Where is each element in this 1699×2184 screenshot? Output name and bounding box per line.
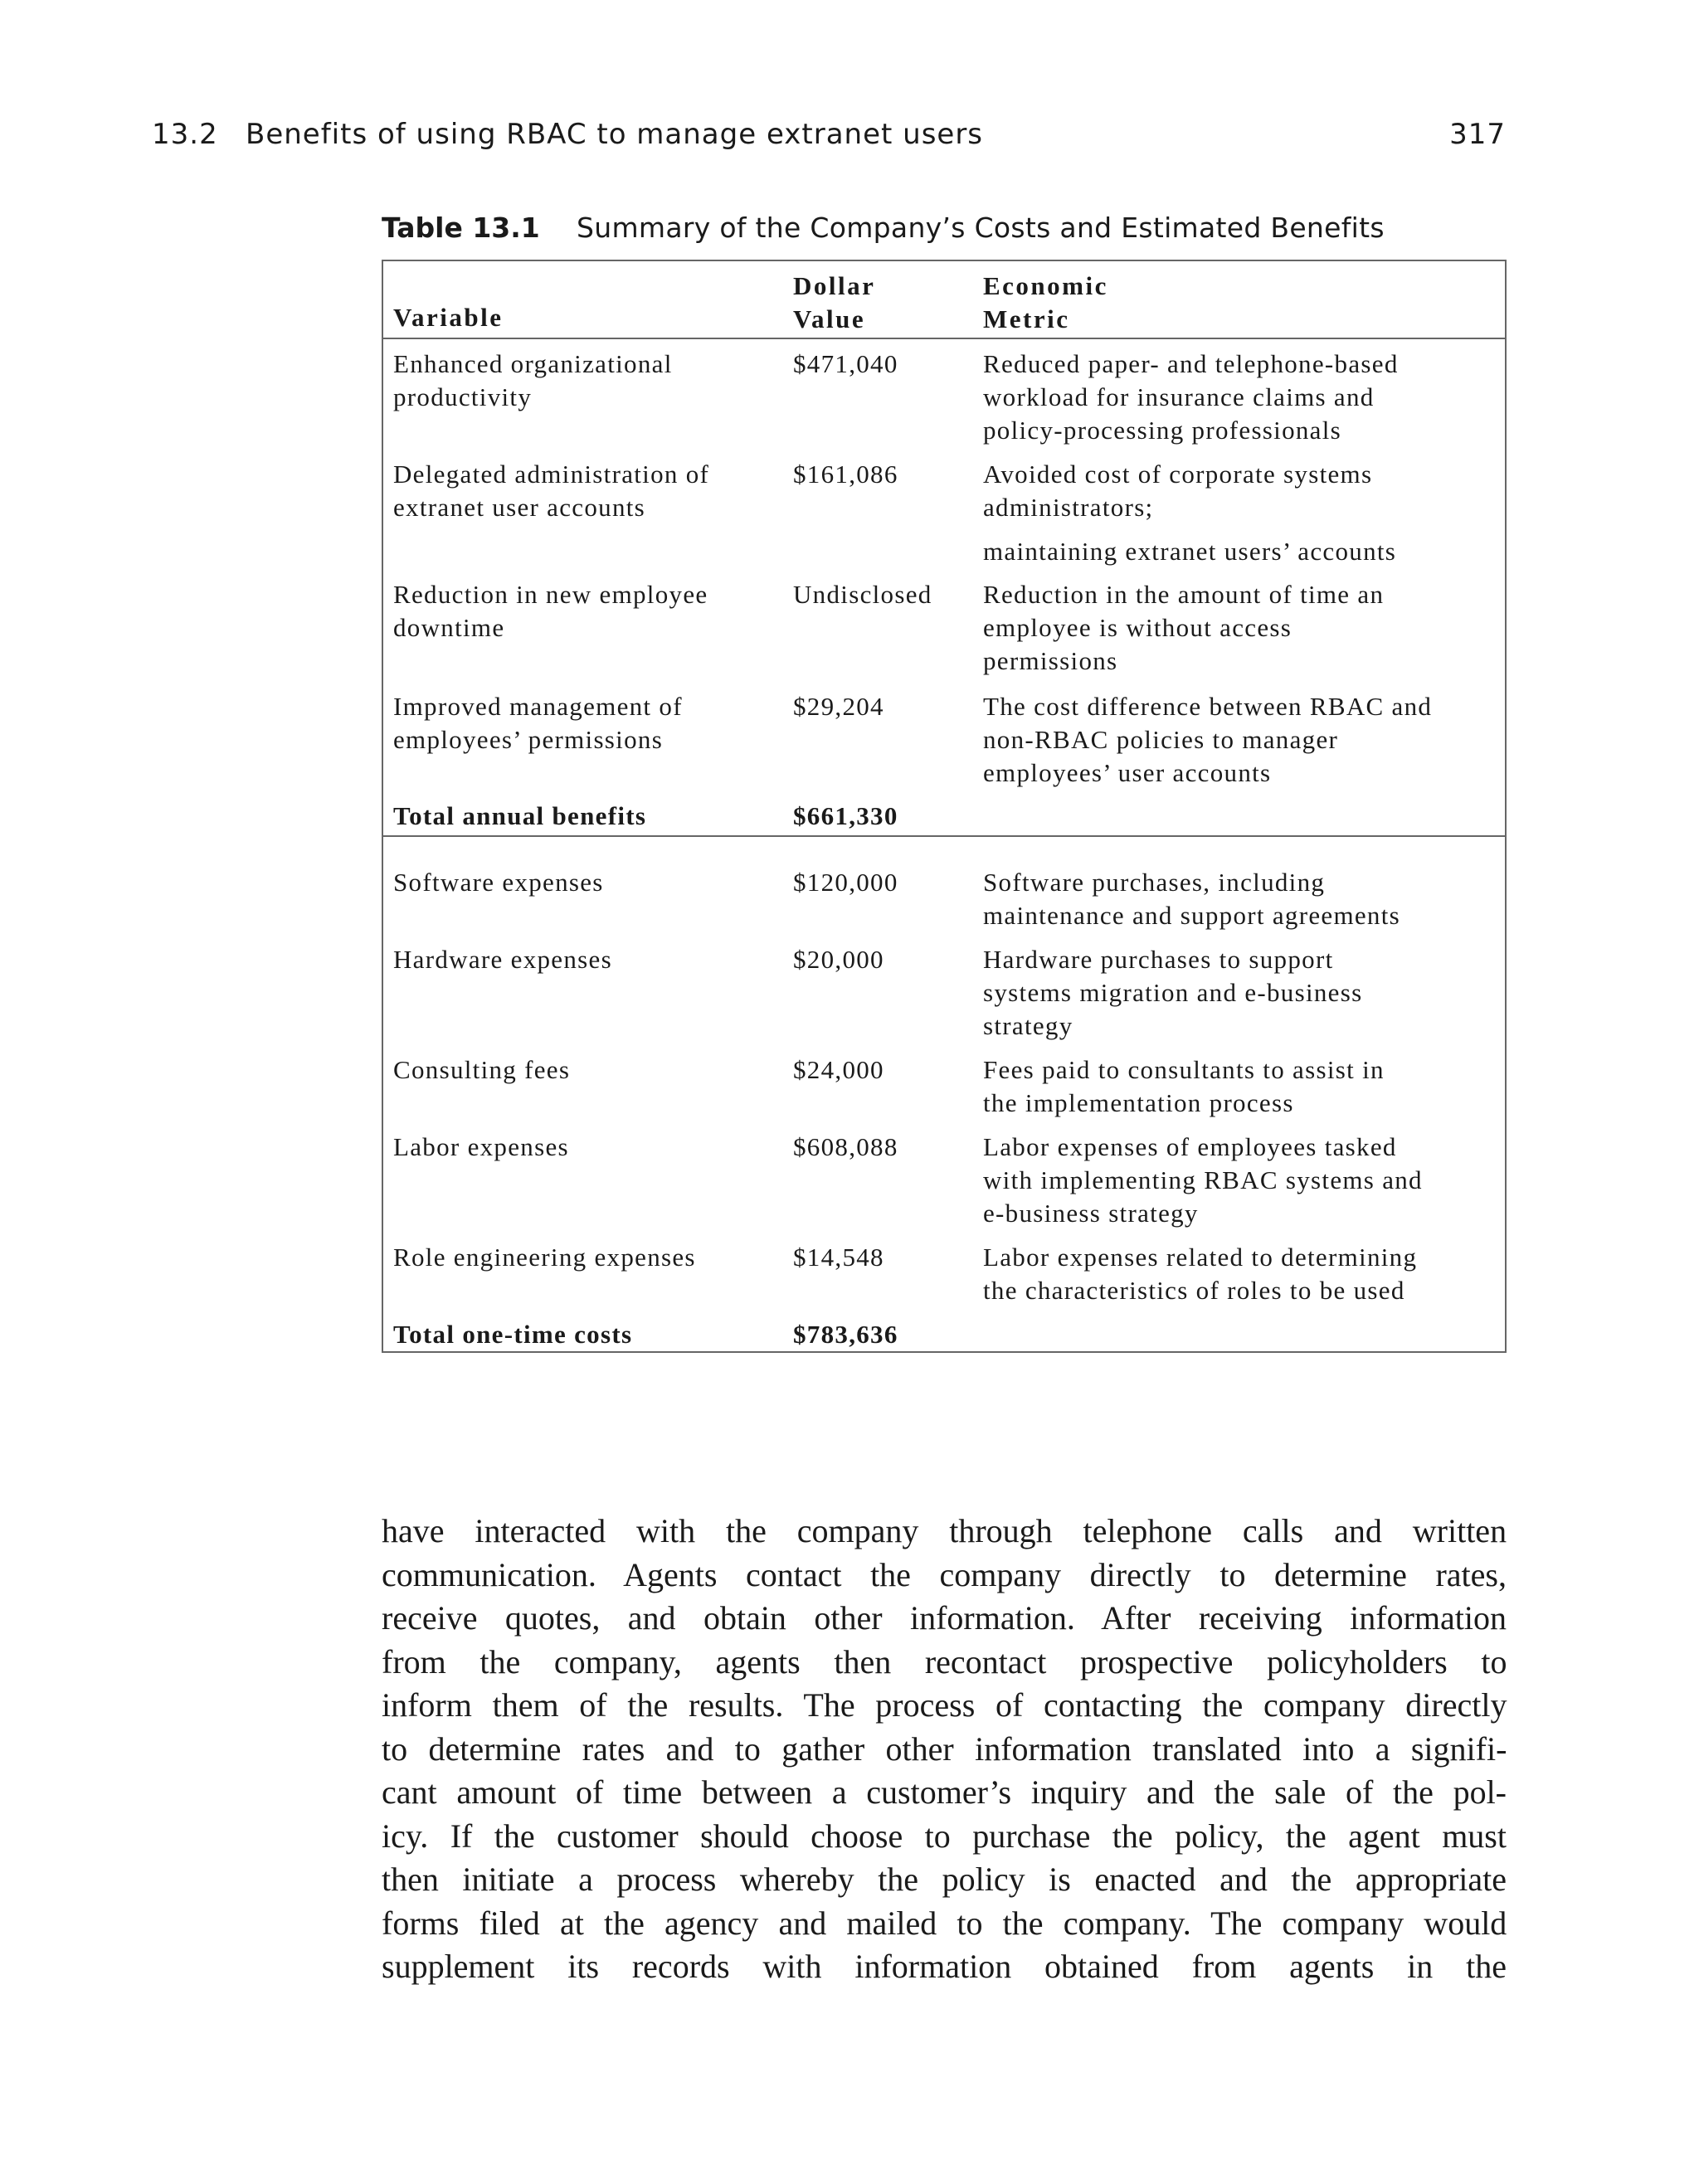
running-head xyxy=(152,118,1506,159)
header-economic-metric: Economic Metric xyxy=(983,271,1108,333)
table-title: Summary of the Company’s Costs and Estimated Benefits xyxy=(577,212,1385,244)
cost-value: $608,088 xyxy=(793,1132,898,1161)
benefit-variable: Improved management of employees’ permissions xyxy=(393,692,683,754)
cost-variable: Role engineering expenses xyxy=(393,1243,696,1272)
benefit-metric: maintaining extranet users’ accounts xyxy=(983,537,1397,566)
costs-total-value: $783,636 xyxy=(793,1320,898,1349)
cost-metric: Labor expenses of employees tasked with implementing RBAC systems and e-business strategy xyxy=(983,1132,1423,1228)
cost-value: $20,000 xyxy=(793,945,884,974)
body-line: have interacted with the company through telephone calls and written xyxy=(382,1512,1507,1549)
cost-metric: Fees paid to consultants to assist in the implementation process xyxy=(983,1055,1385,1117)
page-number: 317 xyxy=(1449,118,1506,151)
benefit-value: $29,204 xyxy=(793,692,884,721)
header-variable: Variable xyxy=(393,303,504,332)
cost-metric: Labor expenses related to determining the characteristics of roles to be used xyxy=(983,1243,1418,1305)
body-line: inform them of the results. The process of contacting the company directly xyxy=(382,1686,1507,1724)
benefit-variable: Delegated administration of extranet user accounts xyxy=(393,460,710,522)
cost-variable: Consulting fees xyxy=(393,1055,571,1084)
benefit-value: $161,086 xyxy=(793,460,898,489)
section-number: 13.2 xyxy=(152,118,218,151)
cost-value: $120,000 xyxy=(793,868,898,897)
benefit-variable: Reduction in new employee downtime xyxy=(393,580,708,642)
benefits-total-label: Total annual benefits xyxy=(393,801,647,830)
cost-metric: Hardware purchases to support systems migration and e-business strategy xyxy=(983,945,1363,1040)
body-line: forms filed at the agency and mailed to the company. The company would xyxy=(382,1904,1507,1942)
benefit-variable: Enhanced organizational productivity xyxy=(393,349,673,411)
cost-variable: Hardware expenses xyxy=(393,945,612,974)
benefit-metric: Reduction in the amount of time an employee is without access permissions xyxy=(983,580,1385,675)
benefits-total-value: $661,330 xyxy=(793,801,898,830)
benefit-metric: Avoided cost of corporate systems administrators; xyxy=(983,460,1373,522)
section-rule xyxy=(383,835,1505,837)
body-line: supplement its records with information obtained from agents in the xyxy=(382,1948,1507,1985)
benefit-value: $471,040 xyxy=(793,349,898,378)
table-caption xyxy=(382,212,1510,253)
body-line: to determine rates and to gather other information translated into a signifi- xyxy=(382,1729,1507,1768)
body-line: receive quotes, and obtain other information. After receiving information xyxy=(382,1599,1507,1637)
body-line: cant amount of time between a customer’s inquiry and the sale of the pol- xyxy=(382,1773,1507,1811)
body-line: then initiate a process whereby the policy is enacted and the appropriate xyxy=(382,1861,1507,1898)
header-dollar-value: Dollar Value xyxy=(793,271,876,333)
cost-metric: Software purchases, including maintenance and support agreements xyxy=(983,868,1400,930)
cost-value: $24,000 xyxy=(793,1055,884,1084)
benefit-value: Undisclosed xyxy=(793,580,932,609)
costs-total-label: Total one-time costs xyxy=(393,1320,633,1349)
benefit-metric: The cost difference between RBAC and non-RBAC policies to manager employees’ user accounts xyxy=(983,692,1433,787)
cost-benefit-table xyxy=(382,260,1507,1353)
section-title: Benefits of using RBAC to manage extranet users xyxy=(246,118,984,151)
cost-value: $14,548 xyxy=(793,1243,884,1272)
table-label: Table 13.1 xyxy=(382,212,540,244)
benefit-metric: Reduced paper- and telephone-based workload for insurance claims and policy-processing professionals xyxy=(983,349,1399,445)
body-line: communication. Agents contact the company directly to determine rates, xyxy=(382,1555,1507,1593)
cost-variable: Software expenses xyxy=(393,868,604,897)
body-line: from the company, agents then recontact prospective policyholders to xyxy=(382,1642,1507,1681)
body-line: icy. If the customer should choose to purchase the policy, the agent must xyxy=(382,1817,1507,1855)
header-rule xyxy=(383,338,1505,339)
body-paragraph xyxy=(382,1510,1507,1989)
cost-variable: Labor expenses xyxy=(393,1132,569,1161)
